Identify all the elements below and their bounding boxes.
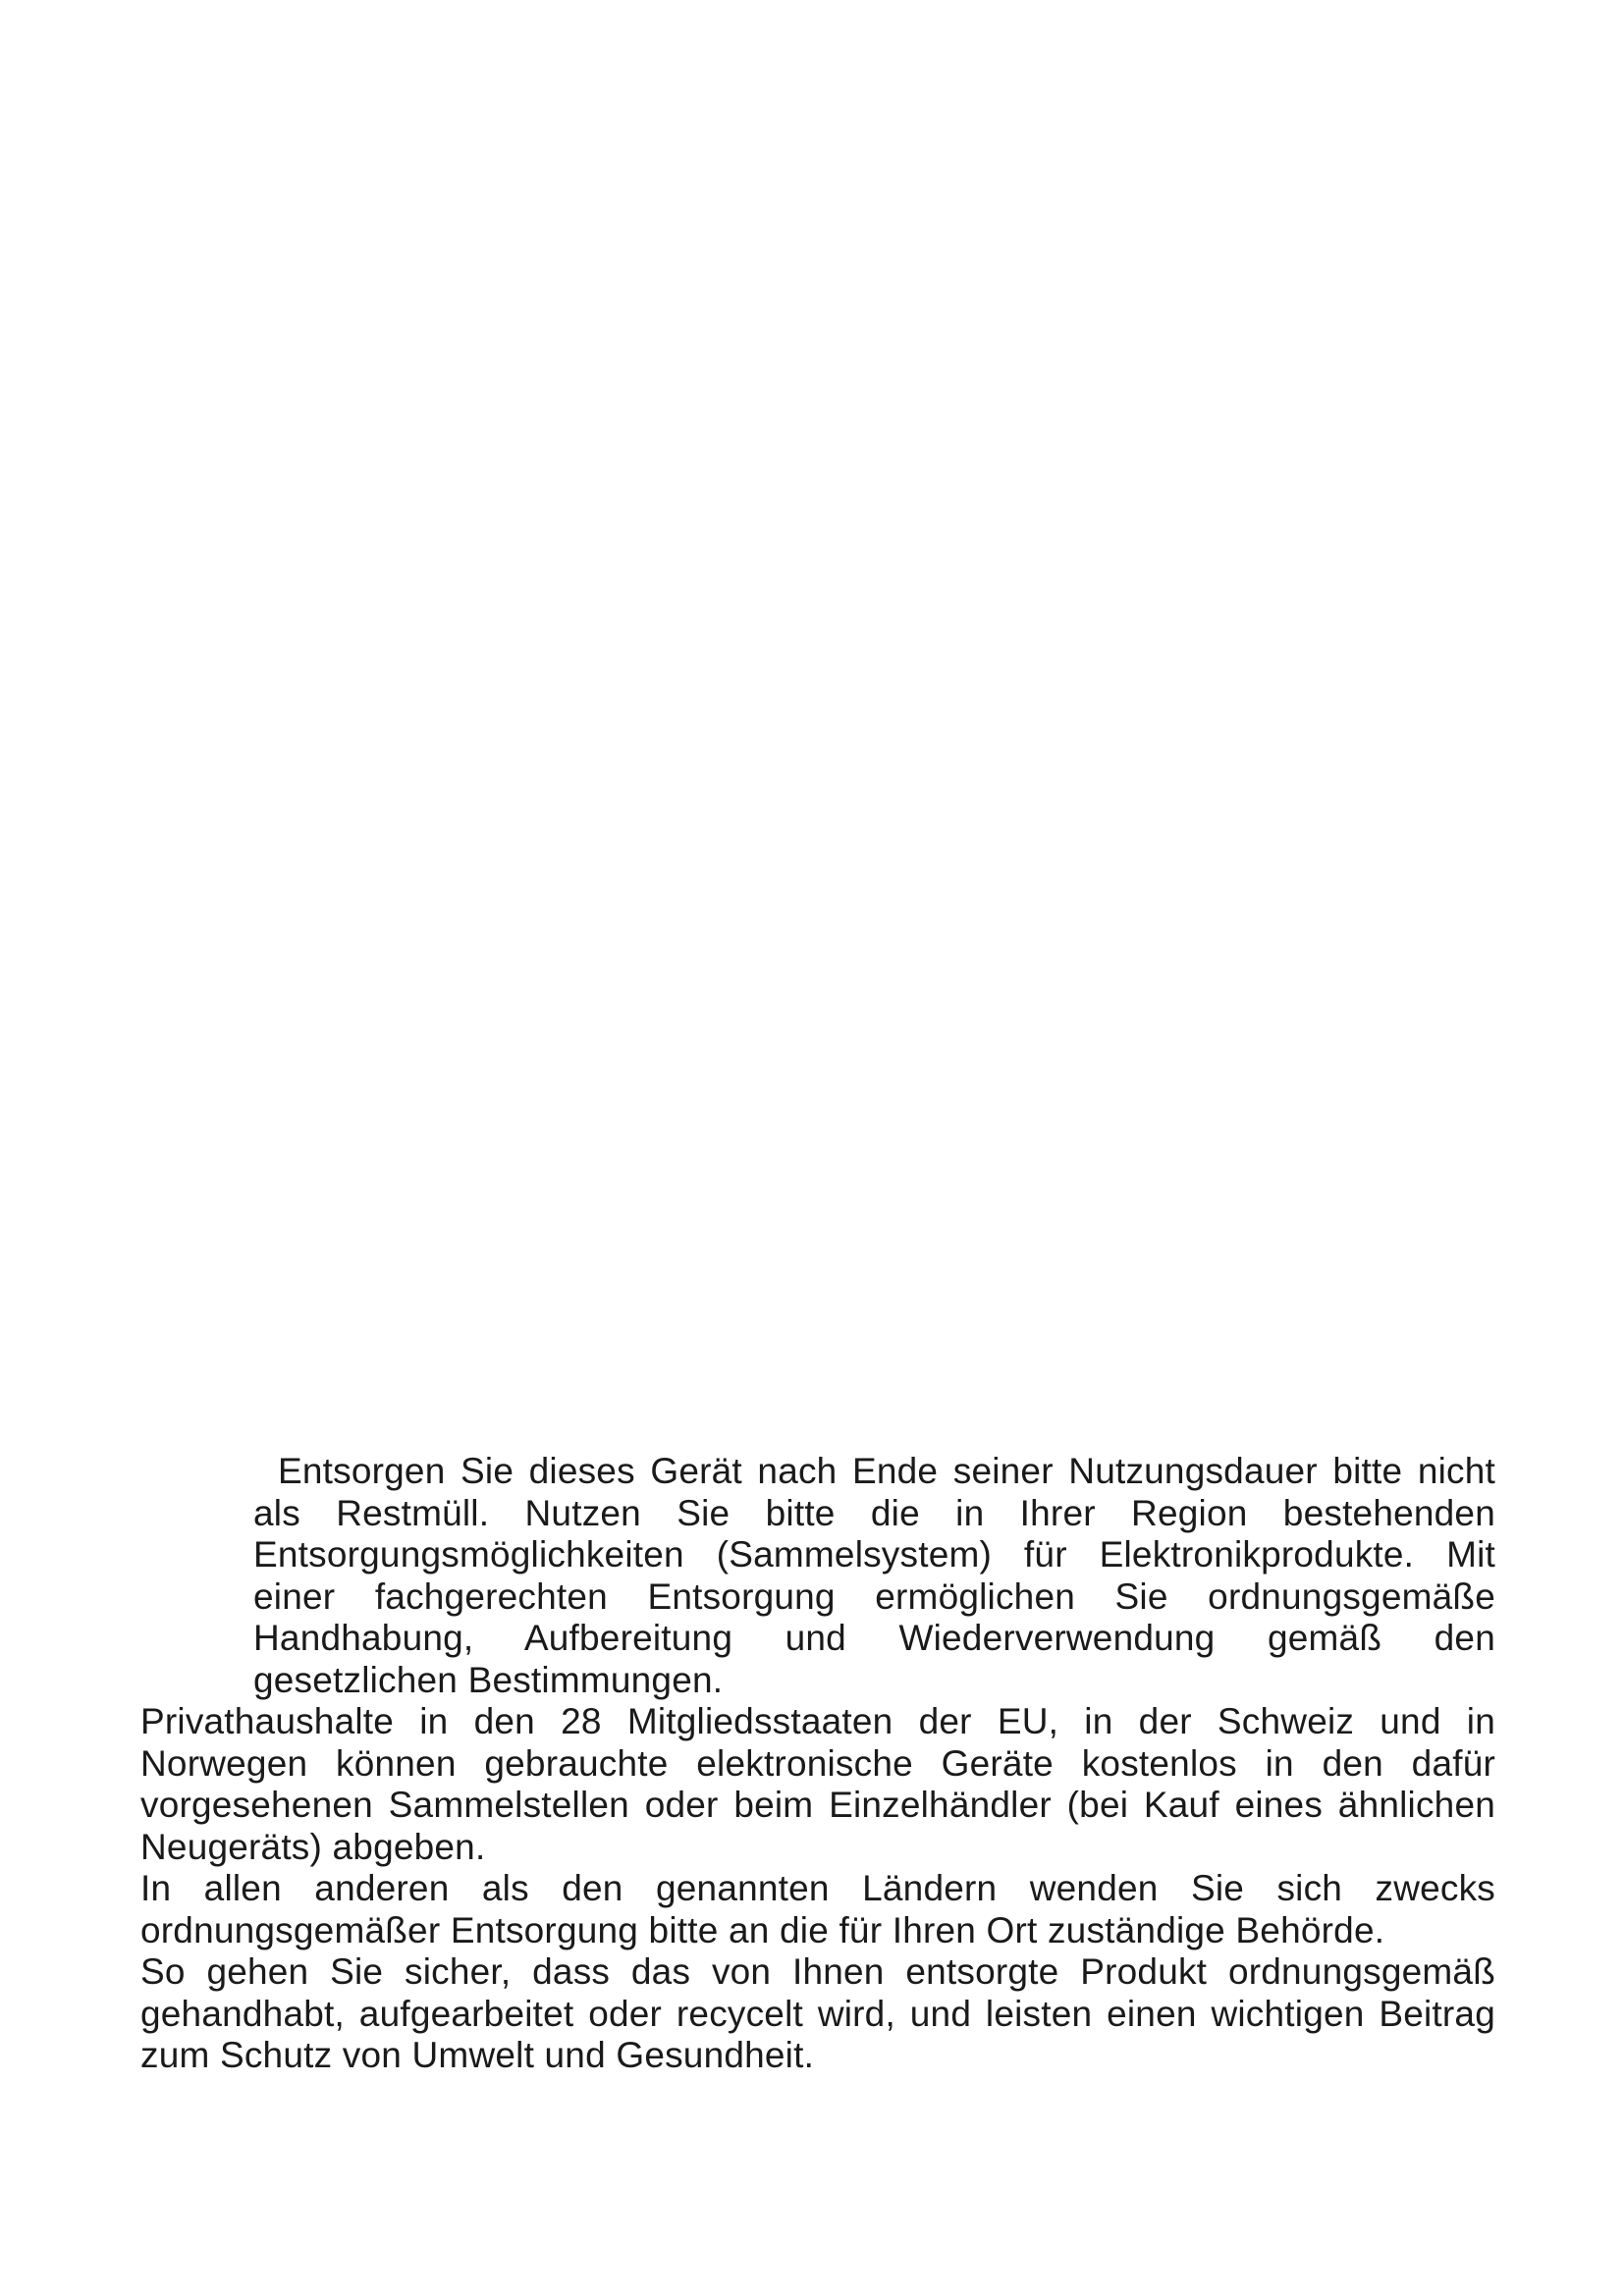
paragraph-eu-households: Privathaushalte in den 28 Mitgliedsstaaten der EU, in der Schweiz und in Norwegen können gebrauchte elektronische Geräte kostenlos in den dafür vorgesehenen Sammelstellen oder beim Einzelhändler (bei Kauf eines ähnlichen Neugeräts) abgeben. [140, 1701, 1495, 1867]
paragraph-environment: So gehen Sie sicher, dass das von Ihnen entsorgte Produkt ordnungsgemäß gehandhabt, aufgearbeitet oder recycelt wird, und leisten einen wichtigen Beitrag zum Schutz von Umwelt und Gesundheit. [140, 1951, 1495, 2075]
disposal-notice [140, 1451, 1495, 2077]
paragraph-other-countries: In allen anderen als den genannten Ländern wenden Sie sich zwecks ordnungsgemäßer Entsorgung bitte an die für Ihren Ort zuständige Behörde. [140, 1868, 1495, 1950]
intro-paragraph: Entsorgen Sie dieses Gerät nach Ende seiner Nutzungsdauer bitte nicht als Restmüll. Nutzen Sie bitte die in Ihrer Region bestehenden Entsorgungsmöglichkeiten (Sammelsystem) für Elektronikprodukte. Mit einer fachgerechten Entsorgung ermöglichen Sie ordnungsgemäße Handhabung, Aufbereitung und Wiederverwendung gemäß den gesetzlichen Bestimmungen. [253, 1451, 1495, 1700]
